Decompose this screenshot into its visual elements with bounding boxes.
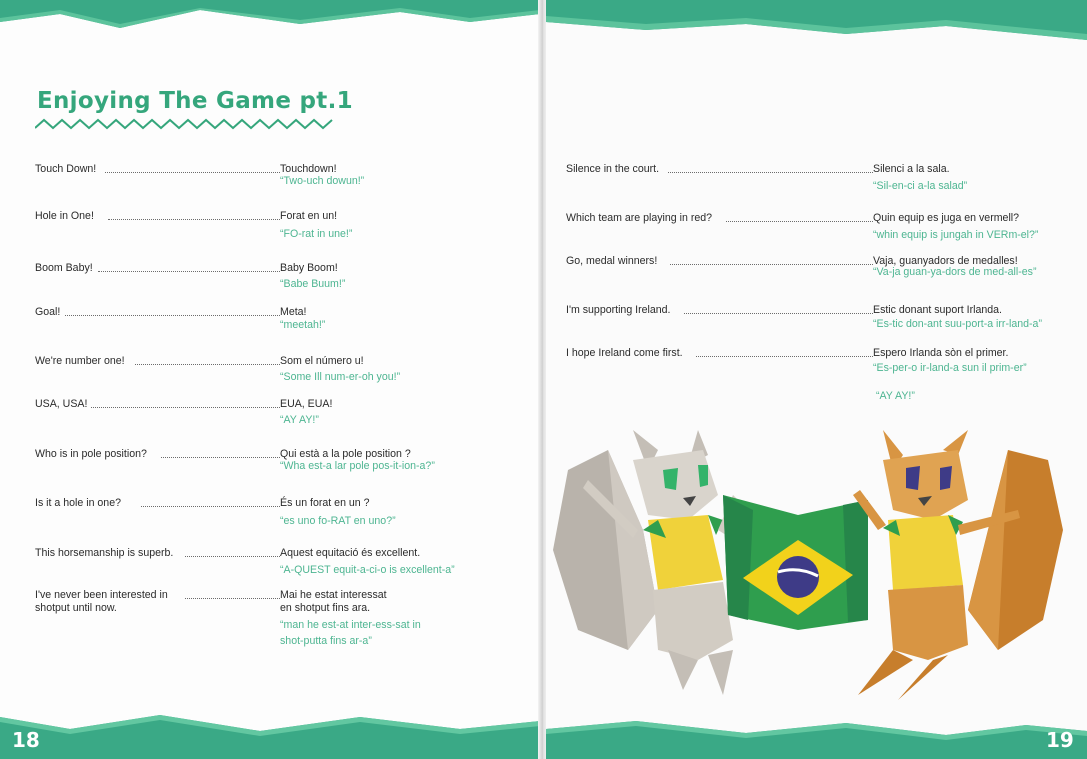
translation-text: Som el número u!: [280, 355, 364, 367]
phrase-row: [35, 355, 515, 395]
pronunciation-text: “Wha est-a lar pole pos-it-ion-a?”: [280, 460, 435, 472]
dotted-leader: [65, 315, 280, 316]
orange-squirrel-mascot-icon: [853, 430, 1063, 700]
dotted-leader: [726, 221, 873, 222]
page-number: 19: [1046, 728, 1074, 752]
phrase-row: [35, 306, 515, 346]
translation-text: Baby Boom!: [280, 262, 338, 274]
english-phrase: Who is in pole position?: [35, 448, 147, 460]
english-phrase: Touch Down!: [35, 163, 97, 175]
dotted-leader: [98, 271, 280, 272]
pronunciation-text: “whin equip is jungah in VERm-el?”: [873, 229, 1039, 241]
english-phrase-line2: shotput until now.: [35, 602, 117, 614]
pronunciation-text: “Va-ja guan-ya-dors de med-all-es”: [873, 266, 1037, 278]
top-decorative-band: [0, 0, 540, 44]
page-title: Enjoying The Game pt.1: [37, 88, 353, 114]
phrase-row: [566, 255, 1076, 295]
pronunciation-text: “Sil-en-ci a-la salad”: [873, 180, 968, 192]
pronunciation-text: “Some Ill num-er-oh you!”: [280, 371, 401, 383]
brazil-flag-icon: [723, 495, 868, 630]
phrase-row: [566, 347, 1076, 387]
translation-text: Forat en un!: [280, 210, 338, 222]
dotted-leader: [185, 598, 280, 599]
dotted-leader: [105, 172, 280, 173]
page-number: 18: [12, 728, 40, 752]
dotted-leader: [135, 364, 280, 365]
english-phrase: I've never been interested in: [35, 589, 168, 601]
pronunciation-text-line2: shot-putta fins ar-a”: [280, 635, 372, 647]
pronunciation-text: “Babe Buum!”: [280, 278, 346, 290]
pronunciation-text: “man he est-at inter-ess-sat in: [280, 619, 421, 631]
left-page: [0, 0, 540, 759]
dotted-leader: [108, 219, 280, 220]
translation-text: Mai he estat interessat: [280, 589, 387, 601]
top-decorative-band: [546, 0, 1087, 44]
phrase-row: [35, 448, 515, 488]
translation-text: Qui està a la pole position ?: [280, 448, 411, 460]
translation-text-line2: en shotput fins ara.: [280, 602, 371, 614]
pronunciation-text: “es uno fo-RAT en uno?”: [280, 515, 396, 527]
english-phrase: I hope Ireland come first.: [566, 347, 683, 359]
phrase-row: [35, 398, 515, 438]
grey-squirrel-mascot-icon: [553, 430, 738, 695]
translation-text: Vaja, guanyadors de medalles!: [873, 255, 1018, 267]
phrase-row: [35, 163, 515, 203]
translation-text: Quin equip es juga en vermell?: [873, 212, 1020, 224]
phrase-row: [35, 262, 515, 302]
pronunciation-text: “Es-per-o ir-land-a sun il prim-er”: [873, 362, 1027, 374]
english-phrase: Goal!: [35, 306, 61, 318]
translation-text: EUA, EUA!: [280, 398, 333, 410]
english-phrase: This horsemanship is superb.: [35, 547, 174, 559]
english-phrase: Boom Baby!: [35, 262, 93, 274]
pronunciation-text: “FO-rat in une!”: [280, 228, 353, 240]
translation-text: Aquest equitació és excellent.: [280, 547, 421, 559]
translation-text: Espero Irlanda sòn el primer.: [873, 347, 1009, 359]
pronunciation-text: “meetah!”: [280, 319, 326, 331]
title-zigzag-underline: [35, 118, 335, 130]
phrase-row: [35, 497, 515, 537]
phrase-row: [566, 304, 1076, 344]
pronunciation-text: “Two-uch dowun!”: [280, 175, 365, 187]
translation-text: Silenci a la sala.: [873, 163, 950, 175]
phrase-row: [566, 212, 1076, 252]
english-phrase: We're number one!: [35, 355, 125, 367]
pronunciation-text: “Es-tic don-ant suu-port-a irr-land-a”: [873, 318, 1042, 330]
english-phrase: I'm supporting Ireland.: [566, 304, 671, 316]
dotted-leader: [668, 172, 873, 173]
english-phrase: Which team are playing in red?: [566, 212, 713, 224]
english-phrase: Is it a hole in one?: [35, 497, 121, 509]
dotted-leader: [185, 556, 280, 557]
phrase-row: [35, 210, 515, 250]
english-phrase: Go, medal winners!: [566, 255, 658, 267]
translation-text: Touchdown!: [280, 163, 337, 175]
english-phrase: Silence in the court.: [566, 163, 660, 175]
dotted-leader: [91, 407, 280, 408]
dotted-leader: [141, 506, 280, 507]
dotted-leader: [161, 457, 280, 458]
phrase-row: [35, 547, 515, 587]
phrase-row: [35, 589, 515, 647]
translation-text: És un forat en un ?: [280, 497, 370, 509]
pronunciation-text: “AY AY!”: [280, 414, 319, 426]
dotted-leader: [684, 313, 873, 314]
english-phrase: Hole in One!: [35, 210, 94, 222]
bottom-decorative-band: [0, 709, 540, 759]
translation-text: Meta!: [280, 306, 307, 318]
mascots-with-flag-illustration: [548, 410, 1068, 700]
english-phrase: USA, USA!: [35, 398, 88, 410]
dotted-leader: [696, 356, 873, 357]
dotted-leader: [670, 264, 873, 265]
pronunciation-text: “AY AY!”: [876, 390, 915, 402]
phrase-row: [566, 163, 1076, 203]
bottom-decorative-band: [546, 709, 1087, 759]
translation-text: Estic donant suport Irlanda.: [873, 304, 1002, 316]
pronunciation-text: “A-QUEST equit-a-ci-o is excellent-a”: [280, 564, 455, 576]
